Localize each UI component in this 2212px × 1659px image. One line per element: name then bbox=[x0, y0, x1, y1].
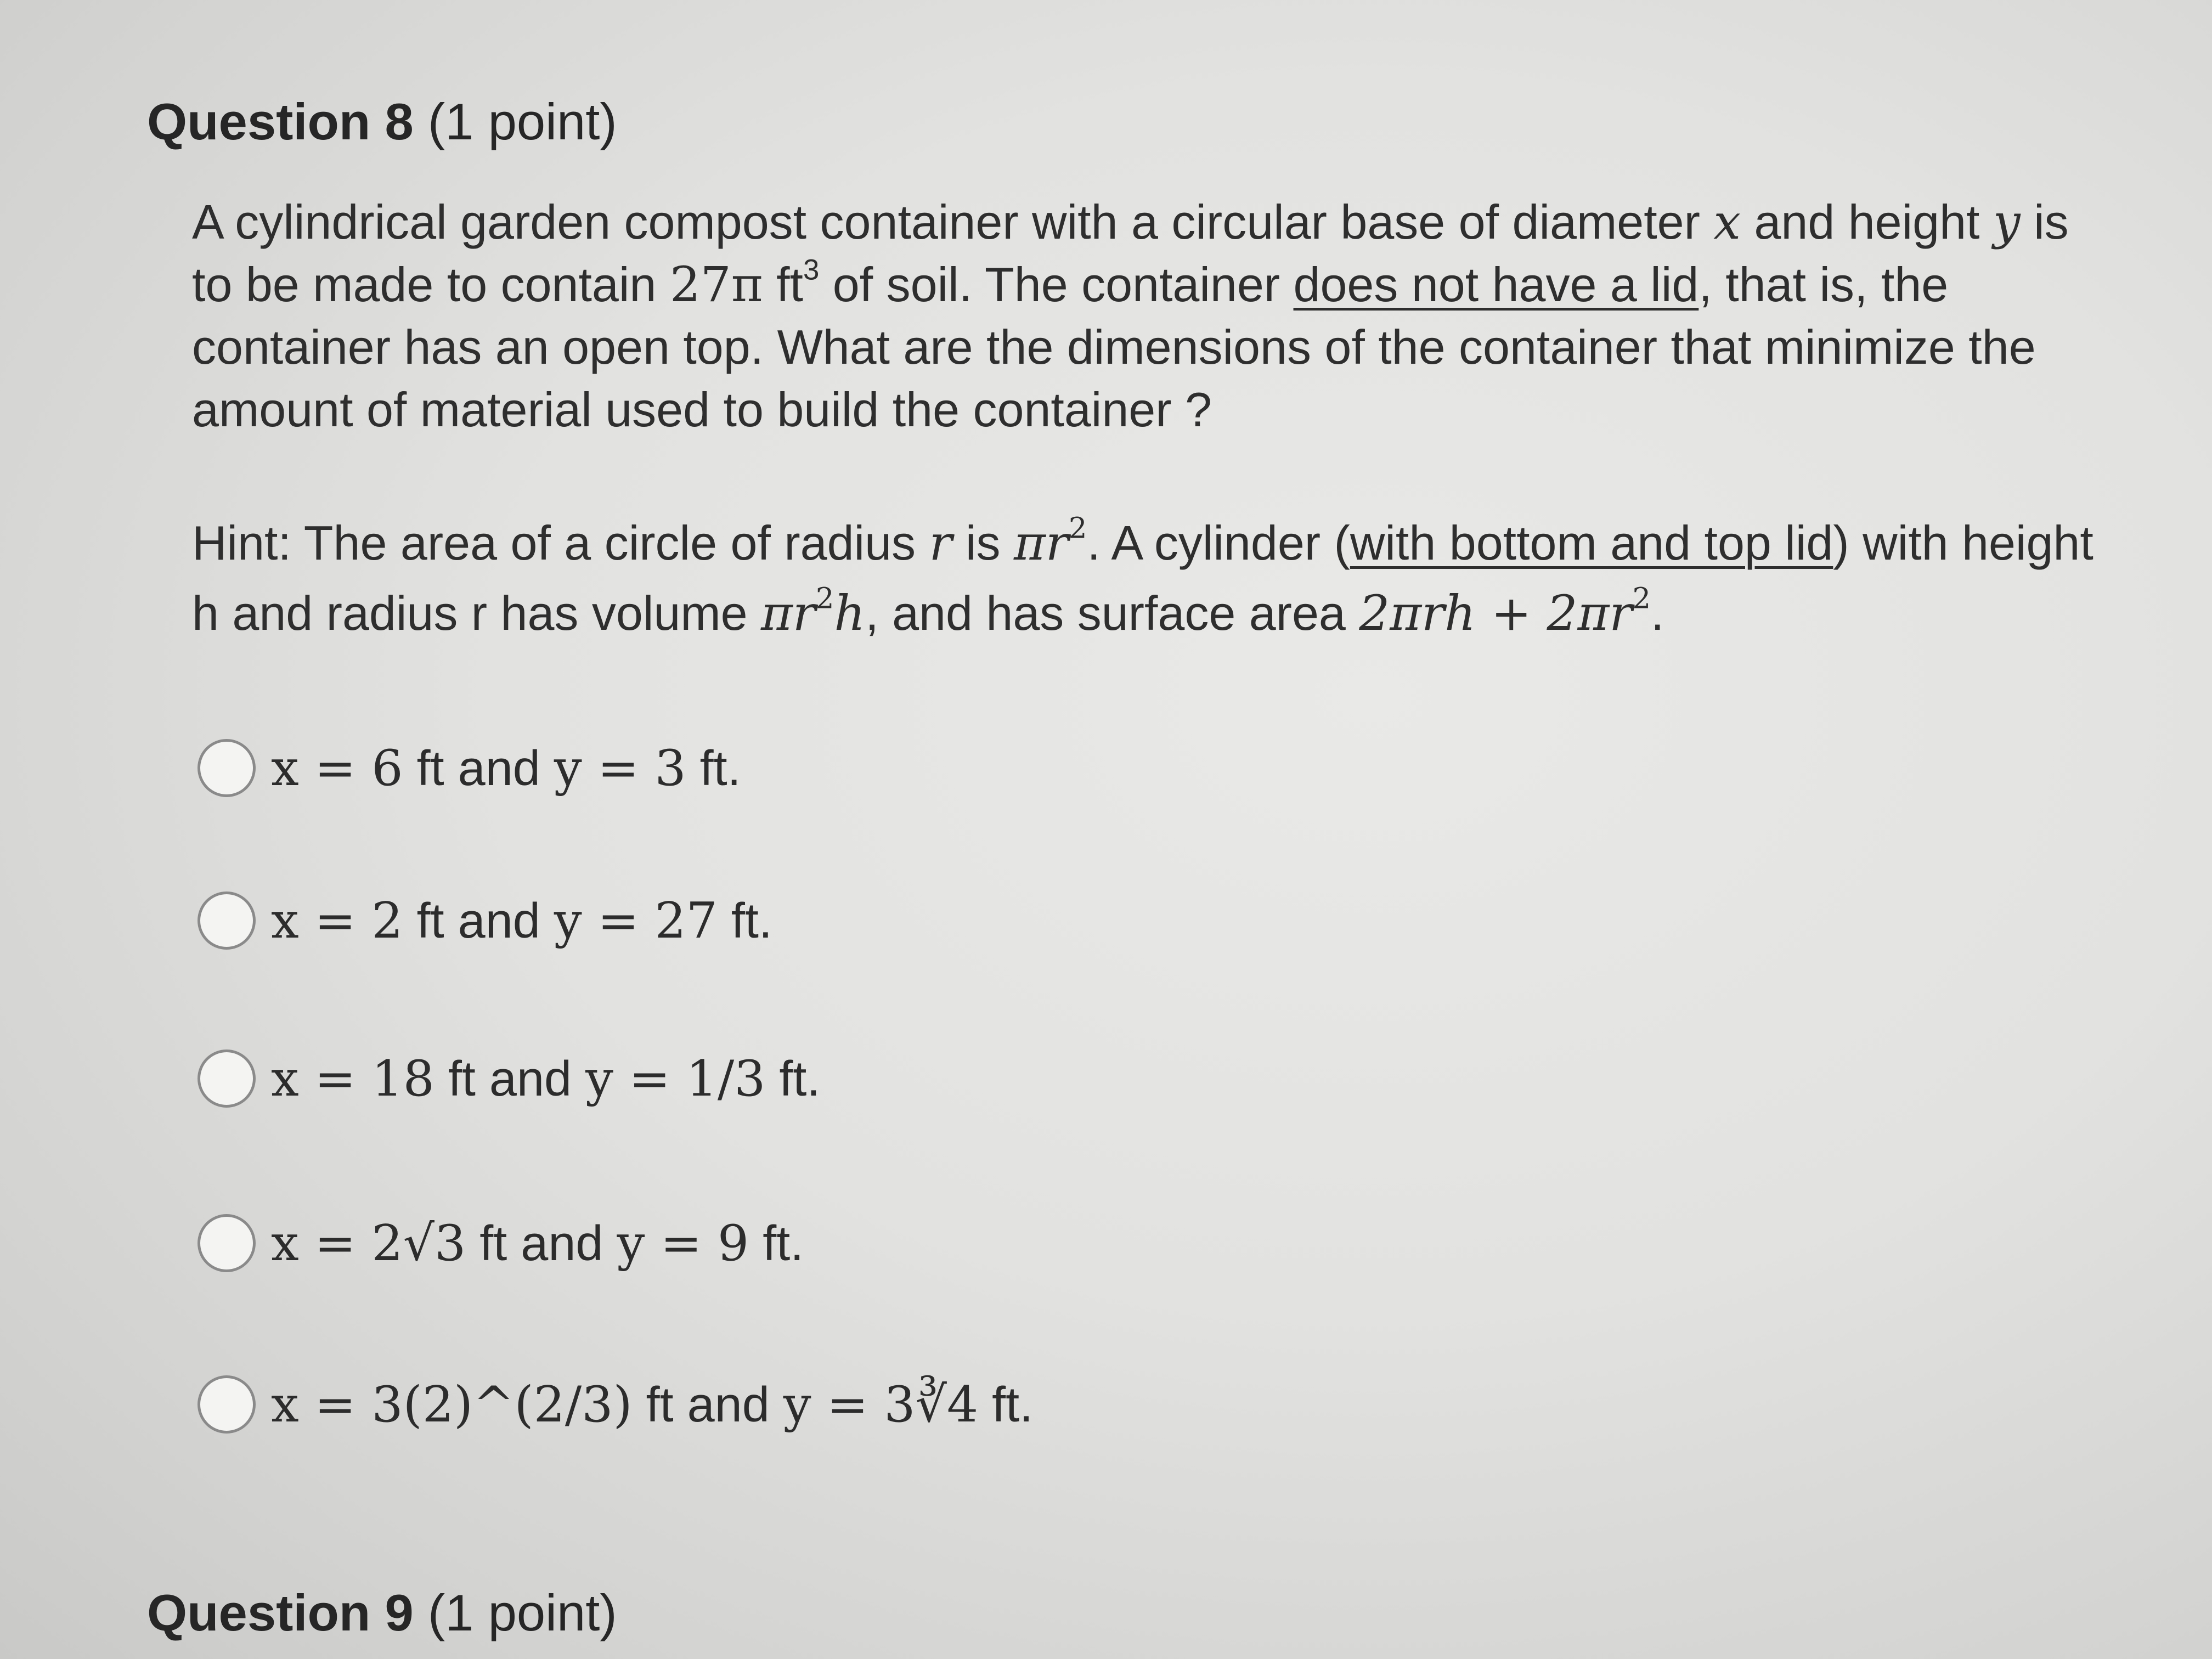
option-connector: ft and bbox=[466, 1216, 617, 1271]
prompt-text: is to be made to contain bbox=[192, 195, 2069, 312]
option-1[interactable] bbox=[198, 730, 741, 806]
radio-button[interactable] bbox=[198, 1214, 256, 1272]
option-x-value: x = 3(2)^(2/3) bbox=[271, 1375, 633, 1434]
question-8-number: Question 8 bbox=[147, 93, 414, 150]
radio-button[interactable] bbox=[198, 891, 256, 950]
option-y-value: y = 9 bbox=[617, 1214, 749, 1272]
hint-text: is bbox=[952, 516, 1014, 570]
option-label bbox=[271, 1376, 1033, 1434]
prompt-text: A cylindrical garden compost container with a circular base of diameter bbox=[192, 195, 1714, 249]
cylinder-surface-exponent: 2 bbox=[1632, 582, 1651, 616]
question-9-points: (1 point) bbox=[427, 1584, 617, 1641]
option-y-value: y = 27 bbox=[554, 891, 718, 950]
option-label bbox=[271, 740, 741, 797]
option-y-value: y = 3∛4 bbox=[783, 1375, 979, 1434]
question-8-hint bbox=[192, 508, 2096, 648]
question-8-heading bbox=[147, 93, 617, 150]
hint-text: . bbox=[1651, 586, 1664, 640]
option-5[interactable] bbox=[198, 1366, 1033, 1443]
hint-text: ) with height h and radius r has volume bbox=[192, 516, 2094, 640]
question-8-prompt bbox=[192, 191, 2096, 441]
option-unit: ft. bbox=[749, 1216, 804, 1271]
radio-button[interactable] bbox=[198, 1049, 256, 1108]
question-9-heading bbox=[147, 1584, 617, 1641]
prompt-text: , that is, the container has an open top. What are the dimensions of the container that minimize the amount of material used to build the container ? bbox=[192, 257, 2036, 437]
option-4[interactable] bbox=[198, 1205, 804, 1282]
option-2[interactable] bbox=[198, 882, 772, 959]
volume-value: 27π bbox=[669, 256, 763, 313]
option-3[interactable] bbox=[198, 1040, 820, 1117]
option-unit: ft. bbox=[765, 1051, 821, 1107]
option-x-value: x = 2 bbox=[271, 891, 403, 950]
circle-area-exponent: 2 bbox=[1068, 511, 1087, 545]
prompt-text: of soil. The container bbox=[819, 257, 1294, 312]
option-connector: ft and bbox=[632, 1377, 783, 1432]
option-connector: ft and bbox=[403, 893, 554, 949]
hint-text: Hint: The area of a circle of radius bbox=[192, 516, 929, 570]
cylinder-volume-expr: πr bbox=[761, 585, 816, 641]
volume-unit-exponent: 3 bbox=[803, 253, 820, 286]
radio-button[interactable] bbox=[198, 1375, 256, 1434]
volume-unit: ft bbox=[763, 257, 803, 312]
option-x-value: x = 2√3 bbox=[271, 1214, 466, 1272]
prompt-text: and height bbox=[1740, 195, 1993, 249]
option-x-value: x = 18 bbox=[271, 1049, 435, 1108]
option-x-value: x = 6 bbox=[271, 739, 403, 797]
var-y: y bbox=[1993, 194, 2021, 250]
question-8-points: (1 point) bbox=[427, 93, 617, 150]
option-label bbox=[271, 892, 772, 950]
option-label bbox=[271, 1050, 820, 1108]
circle-area-expr: πr bbox=[1014, 515, 1069, 571]
question-9-number: Question 9 bbox=[147, 1584, 414, 1641]
cylinder-surface-expr: 2πrh + 2πr bbox=[1359, 585, 1633, 641]
option-unit: ft. bbox=[717, 893, 772, 949]
option-connector: ft and bbox=[403, 741, 554, 796]
option-y-value: y = 1/3 bbox=[585, 1049, 766, 1108]
underlined-with-lid: with bottom and top lid bbox=[1350, 516, 1833, 570]
radio-button[interactable] bbox=[198, 739, 256, 797]
option-label bbox=[271, 1215, 804, 1272]
cylinder-volume-h: h bbox=[834, 585, 866, 641]
option-unit: ft. bbox=[686, 741, 741, 796]
option-connector: ft and bbox=[434, 1051, 586, 1107]
hint-text: , and has surface area bbox=[865, 586, 1359, 640]
option-y-value: y = 3 bbox=[554, 739, 686, 797]
var-r: r bbox=[929, 515, 952, 571]
option-unit: ft. bbox=[978, 1377, 1034, 1432]
var-x: x bbox=[1713, 194, 1741, 250]
underlined-no-lid: does not have a lid bbox=[1293, 257, 1699, 312]
cylinder-volume-exponent: 2 bbox=[815, 582, 834, 616]
hint-text: . A cylinder ( bbox=[1087, 516, 1350, 570]
